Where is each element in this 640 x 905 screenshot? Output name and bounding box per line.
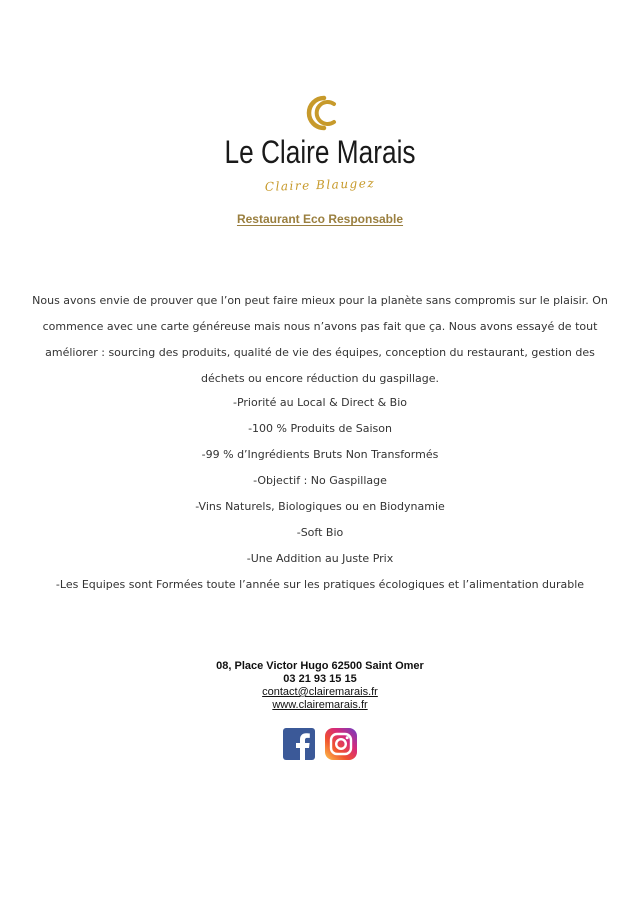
- email-link[interactable]: contact@clairemarais.fr: [262, 686, 378, 698]
- list-item: -Objectif : No Gaspillage: [253, 474, 387, 487]
- tagline: Restaurant Eco Responsable: [236, 212, 404, 226]
- phone-number: 03 21 93 15 15: [283, 673, 357, 685]
- list-item: -99 % d’Ingrédients Bruts Non Transformés: [201, 448, 439, 461]
- list-item: -Les Equipes sont Formées toute l’année sur les pratiques écologiques et l’alimentation durable: [55, 578, 585, 591]
- chef-signature: Claire Blaugez: [264, 176, 376, 194]
- brand-name: Le Claire Marais: [224, 134, 416, 170]
- instagram-icon[interactable]: [325, 728, 357, 760]
- address: 08, Place Victor Hugo 62500 Saint Omer: [216, 660, 424, 672]
- intro-paragraph: Nous avons envie de prouver que l’on peut faire mieux pour la planète sans compromis sur le plaisir. On commence avec une carte généreuse mais nous n’avons pas fait que ça. Nous avons essayé de tout améliorer : sourcing des produits, qualité de vie des équipes, conception du restaurant, gestion des déchets ou encore réduction du gaspillage.: [32, 294, 608, 385]
- list-item: -Priorité au Local & Direct & Bio: [232, 396, 407, 409]
- list-item: -Une Addition au Juste Prix: [246, 552, 394, 565]
- list-item: -Vins Naturels, Biologiques ou en Biodynamie: [195, 500, 445, 513]
- commitments-list: [0, 390, 640, 598]
- social-links: [0, 728, 640, 760]
- cm-monogram-icon: [298, 92, 342, 134]
- list-item: -100 % Produits de Saison: [248, 422, 392, 435]
- facebook-icon[interactable]: [283, 728, 315, 760]
- contact-block: [0, 660, 640, 712]
- website-link[interactable]: www.clairemarais.fr: [272, 699, 368, 711]
- list-item: -Soft Bio: [296, 526, 344, 539]
